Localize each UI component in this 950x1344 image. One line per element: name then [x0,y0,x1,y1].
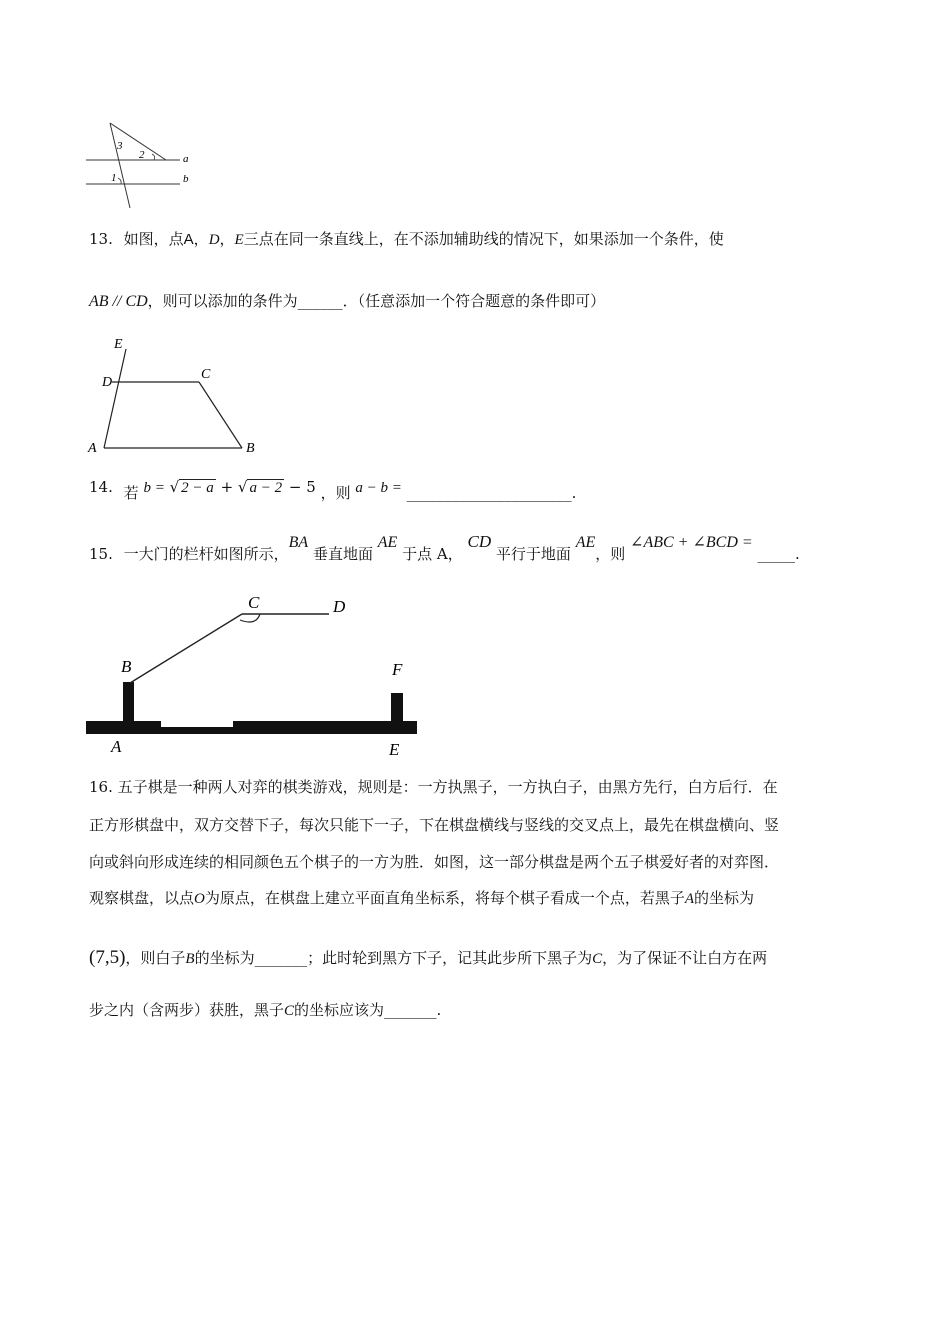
q14-ruo: 若 [123,484,139,502]
q13-line1 [89,229,724,250]
q15-cd: CD [467,532,492,551]
post-ef [391,693,403,724]
q13-point-e: E [234,232,244,248]
q13-text-c: ，则可以添加的条件为______．（任意添加一个符合题意的条件即可） [147,292,606,310]
q13-text-b: 三点在同一条直线上，在不添加辅助线的情况下，如果添加一个条件，使 [243,230,724,248]
label-b: B [246,441,255,456]
angle-mark-1 [118,178,121,184]
q13-comma-1: ， [193,230,209,248]
label-c: C [248,593,260,612]
q14-number: 14. [89,478,113,496]
label-f: F [392,660,403,679]
angle-mark-2 [152,154,155,160]
q14-radicand-2: a − 2 [249,480,283,496]
q16-b: B [185,951,195,967]
label-1: 1 [111,172,117,184]
q16-coord: (7,5) [89,947,126,968]
q16-line-3: 向或斜向形成连续的相同颜色五个棋子的一方为胜．如图，这一部分棋盘是两个五子棋爱好者的对弈图． [89,853,780,871]
angle-mark-bcd [240,614,260,622]
q14-sqrt-1 [170,477,216,498]
q16-c-1: C [592,951,603,967]
q13-point-d: D [208,232,220,248]
q16-text-5a: ，则白子 [125,949,186,967]
q15-blank[interactable]: _____. [757,545,800,563]
q14-plus: + [220,478,234,496]
ground-right [233,721,417,734]
label-d: D [102,375,113,390]
q14-expr: a − b = [355,480,402,496]
label-e: E [389,740,400,759]
q15-text-3: 于点 A， [402,545,463,563]
q16-line-5 [89,948,767,969]
post-ab [123,682,134,724]
q16-a: A [684,891,695,907]
label-a: A [111,737,122,756]
ground-notch [161,727,233,734]
q13-point-a: A [183,231,194,248]
q15-number: 15. [89,545,113,563]
q16-line-6 [89,1000,441,1021]
q14-b-eq: b = [143,480,165,496]
q15-ae-2: AE [575,534,596,551]
q16-text-4a: 观察棋盘，以点 [89,889,195,907]
segment-bc [130,614,242,683]
label-e: E [114,337,123,352]
q13-text-a: 如图，点 [123,230,184,248]
figure-q12 [84,118,204,213]
label-b: B [121,657,132,676]
q16-text-6a: 步之内（含两步）获胜，黑子 [89,1001,285,1019]
q16-text-5c: ，为了保证不让白方在两 [602,949,768,967]
label-2: 2 [139,149,145,161]
q15-text-4: 平行于地面 [495,545,571,563]
radical-sign-icon: √ [237,478,248,496]
q16-text-6b[interactable]: 的坐标应该为_______. [294,1001,442,1019]
q13-comma-2: ， [219,230,235,248]
q16-o: O [194,891,205,907]
q15-line [89,532,800,562]
q16-line-4 [89,888,754,909]
q15-ae-1: AE [377,534,398,551]
q13-number: 13. [89,230,113,248]
q13-condition: AB // CD [89,293,148,310]
q16-line-2: 正方形棋盘中，双方交替下子，每次只能下一子，下在棋盘横线与竖线的交叉点上，最先在棋盘横向、竖 [89,816,780,834]
figure-q13 [84,334,274,460]
q14-end: . [571,484,577,502]
q16-text-4b: 为原点，在棋盘上建立平面直角坐标系，将每个棋子看成一个点，若黑子 [204,889,685,907]
q16-line-1: 16. 五子棋是一种两人对弈的棋类游戏，规则是：一方执黑子，一方执白子，由黑方先行，白方后行．在 [89,778,778,796]
label-a: A [88,441,97,456]
label-3: 3 [117,140,123,152]
q15-text-1: 一大门的栏杆如图所示， [123,545,289,563]
q14-minus5: − 5 [288,478,316,496]
q14-sqrt-2 [238,477,284,498]
label-c: C [201,367,211,382]
q14-blank[interactable]: ______________________ [406,484,572,502]
q14-ze: ，则 [320,484,351,502]
segment-ae [104,349,126,448]
label-b: b [183,173,189,185]
radical-sign-icon: √ [169,478,180,496]
q16-c-2: C [284,1003,295,1019]
segment-cb [199,382,242,448]
figure-q15 [84,590,424,760]
q15-text-5: ，则 [595,545,626,563]
q16-text-5b[interactable]: 的坐标为_______；此时轮到黑方下子，记其此步所下黑子为 [194,949,593,967]
transversal-1 [110,123,130,208]
q14-radicand-1: 2 − a [181,480,214,496]
q15-angle-expr: ∠ABC + ∠BCD = [630,534,753,551]
q16-text-4c: 的坐标为 [694,889,755,907]
q14-line [89,477,576,505]
q15-text-2: 垂直地面 [312,545,373,563]
q13-line2 [89,291,605,312]
q15-ba: BA [288,534,309,551]
label-d: D [333,597,346,616]
label-a: a [183,153,189,165]
